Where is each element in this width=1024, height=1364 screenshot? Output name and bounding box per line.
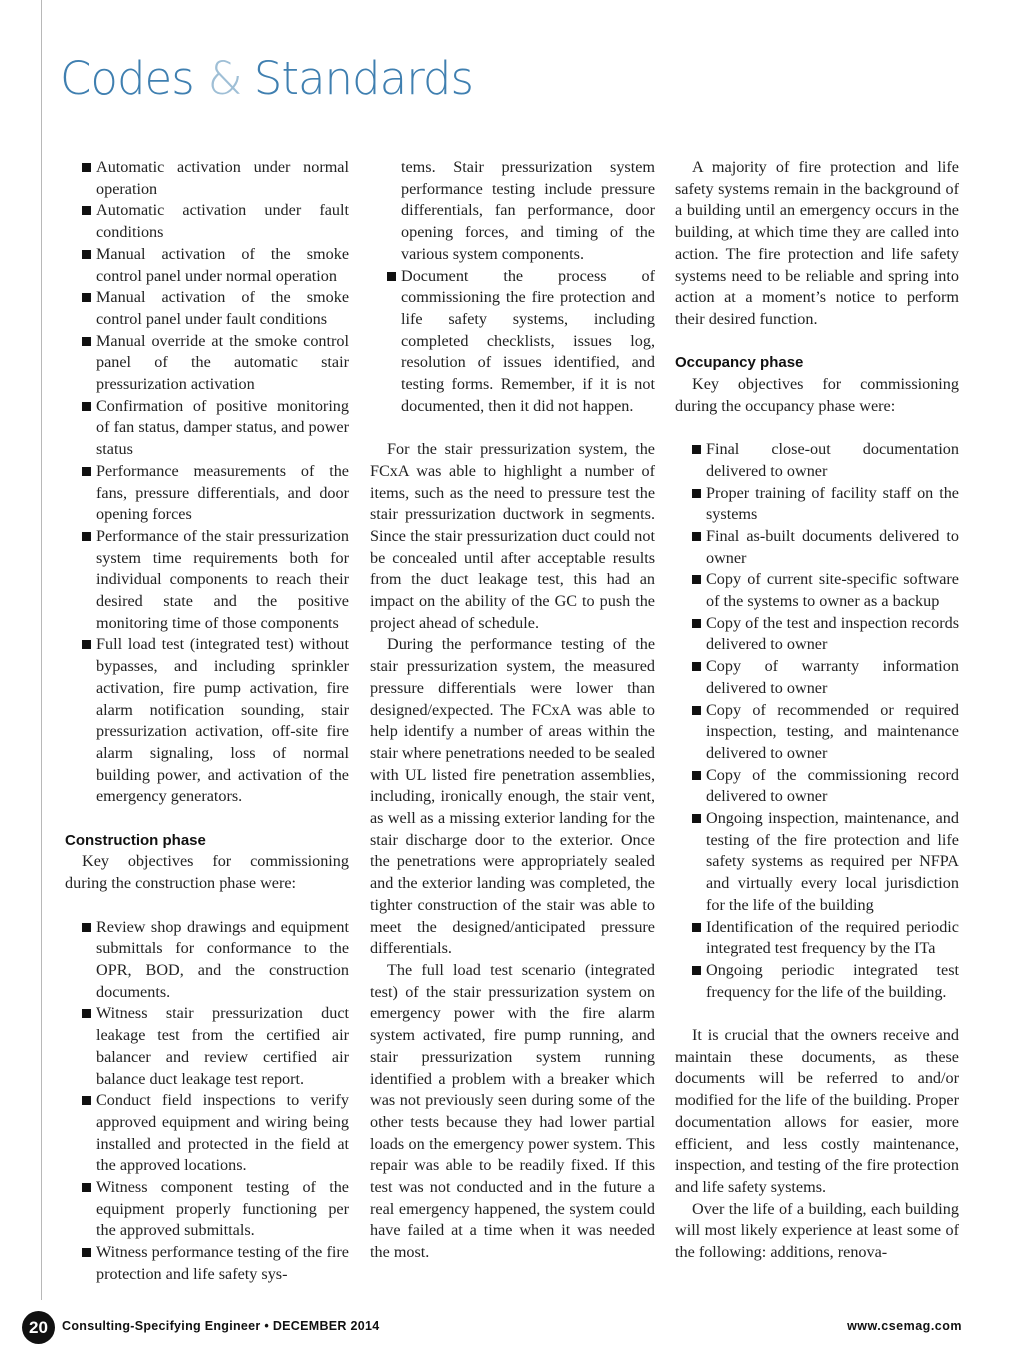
publication-info: Consulting-Specifying Engineer • DECEMBER 2014 (62, 1319, 380, 1333)
list-item: Confirmation of positive monitoring of fan status, damper status, and power status (65, 396, 349, 461)
list-item: Ongoing inspection, maintenance, and testing of the fire protection and life safety systems as required per NFPA and virtually every local jurisdiction for the life of the building (675, 808, 959, 917)
test-criteria-list (65, 157, 349, 808)
list-item: Copy of the commissioning record delivered to owner (675, 765, 959, 808)
list-item: Witness stair pressurization duct leakage test from the certified air balancer and review certified air balance duct leakage test report. (65, 1003, 349, 1090)
list-item: Performance of the stair pressurization system time requirements both for individual components to reach their desired state and the positive monitoring time of those components (65, 526, 349, 635)
list-item: Witness component testing of the equipment properly functioning per the approved submittals. (65, 1177, 349, 1242)
list-item: Full load test (integrated test) without bypasses, and including sprinkler activation, fire pump activation, fire alarm notification sounding, stair pressurization activation, off-site fire alarm signaling, loss of normal building power, and activation of the emergency generators. (65, 634, 349, 808)
list-item: Automatic activation under fault conditions (65, 200, 349, 243)
list-item: Performance measurements of the fans, pressure differentials, and door opening forces (65, 461, 349, 526)
list-item: Proper training of facility staff on the systems (675, 483, 959, 526)
list-item: Final as-built documents delivered to owner (675, 526, 959, 569)
occupancy-phase-heading: Occupancy phase (675, 354, 804, 372)
list-item: Ongoing periodic integrated test frequency for the life of the building. (675, 960, 959, 1003)
title-ampersand: & (207, 52, 242, 105)
bullet-continuation: tems. Stair pressurization system performance testing include pressure differentials, fan performance, door opening forces, and timing of the various system components. (401, 158, 655, 263)
page-margin-rule (41, 0, 42, 1300)
body-paragraph: During the performance testing of the stair pressurization system, the measured pressure differentials were lower than designed/expected. The FCxA was able to help identify a number of areas within the stair where penetrations needed to be sealed with UL listed fire penetration assemblies, including, ironically enough, the stair vent, as well as a missing exterior landing for the stair discharge door to the exterior. Once the penetrations were appropriately sealed and the exterior landing was completed, the tighter construction of the stair was able to meet the designed/anticipated pressure differentials. (370, 635, 655, 958)
construction-phase-heading: Construction phase (65, 831, 206, 849)
list-item: Copy of warranty information delivered to owner (675, 656, 959, 699)
article-column-2 (370, 157, 655, 1264)
body-paragraph: A majority of fire protection and life safety systems remain in the background of a building until an emergency occurs in the building, at which time they are called into action. The fire protection and life safety systems need to be reliable and spring into action at a moment’s notice to perform their desired function. (675, 158, 959, 328)
list-item: Manual activation of the smoke control panel under fault conditions (65, 287, 349, 330)
list-item: Conduct field inspections to verify approved equipment and wiring being installed and protected in the field at the approved locations. (65, 1090, 349, 1177)
construction-objectives-list (65, 917, 349, 1286)
article-column-3 (675, 157, 959, 1264)
list-item: Review shop drawings and equipment submittals for conformance to the OPR, BOD, and the construction documents. (65, 917, 349, 1004)
section-title (60, 52, 473, 105)
body-paragraph: The full load test scenario (integrated test) of the stair pressurization system on emergency power with the fire alarm system activated, fire pump running, and stair pressurization system running identified a problem with a breaker which was not previously seen during some of the other tests because they had lower partial loads on the emergency power system. This repair was able to be readily fixed. If this test was not conducted and in the future a real emergency happened, the system could have failed at a time when it was needed the most. (370, 961, 655, 1262)
title-part-standards: Standards (253, 52, 473, 105)
occupancy-phase-intro: Key objectives for commissioning during the occupancy phase were: (675, 375, 959, 415)
documentation-bullet-list (370, 266, 655, 418)
page-footer (22, 1311, 962, 1345)
list-item: Final close-out documentation delivered to owner (675, 439, 959, 482)
list-item: Automatic activation under normal operation (65, 157, 349, 200)
list-item: Manual activation of the smoke control panel under normal operation (65, 244, 349, 287)
article-column-1 (65, 157, 349, 1286)
occupancy-objectives-list (675, 439, 959, 1003)
title-part-codes: Codes (60, 52, 194, 105)
body-paragraph: Over the life of a building, each building will most likely experience at least some of the following: additions, renova- (675, 1199, 959, 1262)
list-item: Copy of recommended or required inspection, testing, and maintenance delivered to owner (675, 700, 959, 765)
list-item: Witness performance testing of the fire protection and life safety sys- (65, 1242, 349, 1285)
list-item: Copy of current site-specific software of the systems to owner as a backup (675, 569, 959, 612)
page-number-badge: 20 (22, 1311, 55, 1344)
body-paragraph: For the stair pressurization system, the FCxA was able to highlight a number of items, such as the need to pressure test the stair pressurization ductwork in segments. Since the stair pressurization duct could not be concealed until after acceptable results from the duct leakage test, this had an impact on the ability of the GC to push the project ahead of schedule. (370, 440, 655, 632)
list-item: Identification of the required periodic integrated test frequency by the ITa (675, 917, 959, 960)
list-item: Manual override at the smoke control panel of the automatic stair pressurization activation (65, 331, 349, 396)
list-item: Copy of the test and inspection records delivered to owner (675, 613, 959, 656)
list-item: Document the process of commissioning the fire protection and life safety systems, including completed checklists, issues log, resolution of issues identified, and testing forms. Remember, if it is not documented, then it did not happen. (370, 266, 655, 418)
website-link[interactable]: www.csemag.com (847, 1319, 962, 1333)
construction-phase-intro: Key objectives for commissioning during the construction phase were: (65, 852, 349, 893)
body-paragraph: It is crucial that the owners receive and maintain these documents, as these documents will be referred to and/or modified for the life of the building. Proper documentation allows for easier, more efficient, and less costly maintenance, inspection, and testing of the fire protection and life safety systems. (675, 1026, 959, 1196)
